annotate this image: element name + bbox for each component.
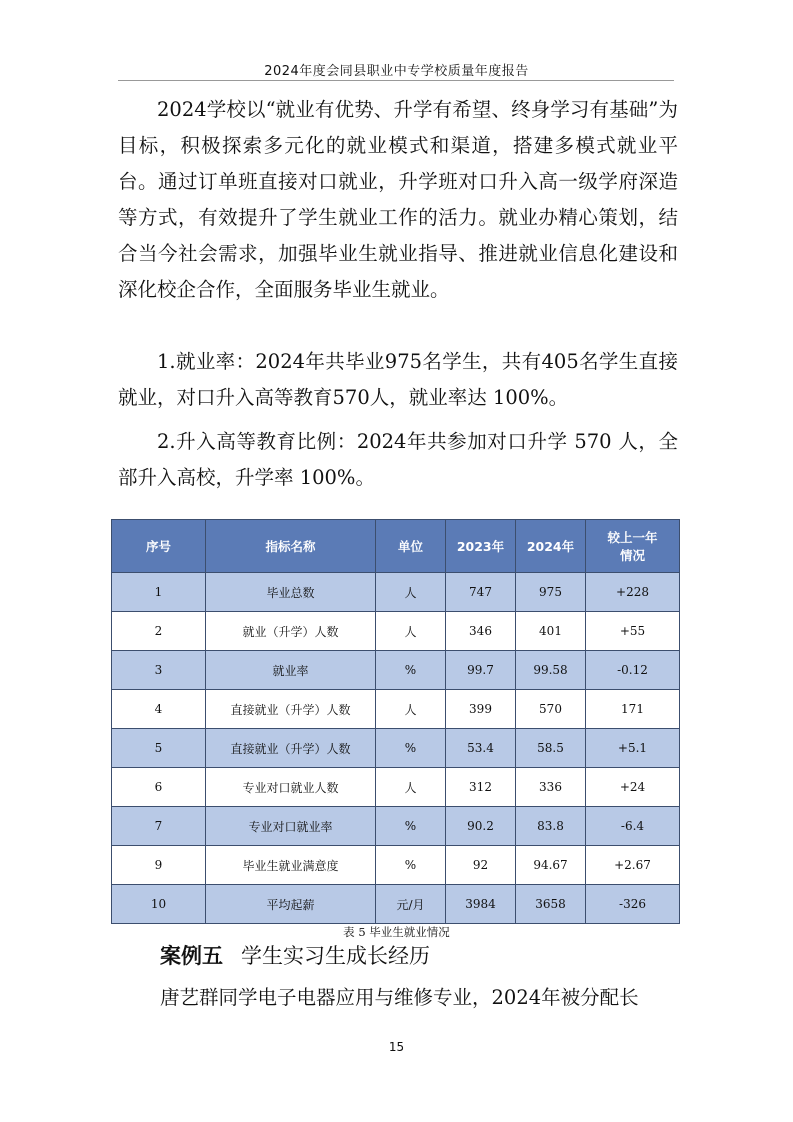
cell-index: 7: [112, 807, 206, 846]
cell-change: +24: [586, 768, 680, 807]
cell-2023: 99.7: [446, 651, 516, 690]
table-row: [112, 807, 680, 846]
cell-change: +55: [586, 612, 680, 651]
intro-paragraph: 2024学校以“就业有优势、升学有希望、终身学习有基础”为目标，积极探索多元化的就业模式和渠道，搭建多模式就业平台。通过订单班直接对口就业，升学班对口升入高一级学府深造等方式，有效提升了学生就业工作的活力。就业办精心策划，结合当今社会需求，加强毕业生就业指导、推进就业信息化建设和深化校企合作，全面服务毕业生就业。: [118, 98, 678, 301]
cell-2024: 83.8: [516, 807, 586, 846]
page-number: 15: [388, 1040, 405, 1054]
table-row: [112, 729, 680, 768]
col-header-index: 序号: [112, 520, 206, 573]
cell-unit: 元/月: [376, 885, 446, 924]
cell-change: -0.12: [586, 651, 680, 690]
cell-change: +5.1: [586, 729, 680, 768]
case-title: 学生实习生成长经历: [241, 944, 430, 968]
cell-indicator: 就业率: [206, 651, 376, 690]
cell-indicator: 直接就业（升学）人数: [206, 729, 376, 768]
cell-change: -326: [586, 885, 680, 924]
col-header-2023: 2023年: [446, 520, 516, 573]
cell-unit: %: [376, 729, 446, 768]
table-header-row: [112, 520, 680, 573]
cell-unit: %: [376, 651, 446, 690]
cell-index: 10: [112, 885, 206, 924]
table-row: [112, 690, 680, 729]
cell-index: 6: [112, 768, 206, 807]
table-row: [112, 846, 680, 885]
cell-2024: 58.5: [516, 729, 586, 768]
cell-indicator: 专业对口就业率: [206, 807, 376, 846]
cell-indicator: 直接就业（升学）人数: [206, 690, 376, 729]
employment-table: [111, 519, 680, 924]
cell-2023: 53.4: [446, 729, 516, 768]
table-row: [112, 885, 680, 924]
header-divider: [118, 80, 674, 81]
cell-unit: %: [376, 807, 446, 846]
col-header-change: 较上一年情况: [586, 520, 680, 573]
cell-unit: 人: [376, 768, 446, 807]
cell-index: 2: [112, 612, 206, 651]
cell-index: 4: [112, 690, 206, 729]
cell-2024: 975: [516, 573, 586, 612]
cell-index: 1: [112, 573, 206, 612]
table-row: [112, 651, 680, 690]
cell-2024: 94.67: [516, 846, 586, 885]
cell-2024: 3658: [516, 885, 586, 924]
cell-indicator: 毕业总数: [206, 573, 376, 612]
cell-2023: 92: [446, 846, 516, 885]
cell-change: +228: [586, 573, 680, 612]
col-header-unit: 单位: [376, 520, 446, 573]
cell-indicator: 毕业生就业满意度: [206, 846, 376, 885]
cell-2024: 401: [516, 612, 586, 651]
cell-unit: 人: [376, 690, 446, 729]
cell-2023: 747: [446, 573, 516, 612]
cell-change: +2.67: [586, 846, 680, 885]
cell-2023: 399: [446, 690, 516, 729]
cell-index: 9: [112, 846, 206, 885]
cell-2024: 99.58: [516, 651, 586, 690]
page-header: 2024年度会同县职业中专学校质量年度报告: [264, 64, 529, 79]
cell-2024: 570: [516, 690, 586, 729]
cell-unit: 人: [376, 573, 446, 612]
table-row: [112, 612, 680, 651]
cell-2023: 346: [446, 612, 516, 651]
cell-change: -6.4: [586, 807, 680, 846]
cell-unit: %: [376, 846, 446, 885]
case-heading: [160, 938, 430, 974]
cell-change: 171: [586, 690, 680, 729]
table-row: [112, 573, 680, 612]
col-header-2024: 2024年: [516, 520, 586, 573]
cell-2023: 312: [446, 768, 516, 807]
cell-indicator: 就业（升学）人数: [206, 612, 376, 651]
table-row: [112, 768, 680, 807]
cell-2023: 90.2: [446, 807, 516, 846]
cell-2023: 3984: [446, 885, 516, 924]
cell-2024: 336: [516, 768, 586, 807]
cell-indicator: 专业对口就业人数: [206, 768, 376, 807]
case-label: 案例五: [160, 944, 223, 968]
cell-unit: 人: [376, 612, 446, 651]
cell-index: 5: [112, 729, 206, 768]
col-header-indicator: 指标名称: [206, 520, 376, 573]
higher-education-paragraph: 2.升入高等教育比例：2024年共参加对口升学 570 人，全部升入高校，升学率 100%。: [118, 430, 678, 489]
employment-rate-paragraph: 1.就业率：2024年共毕业975名学生，共有405名学生直接就业，对口升入高等教育570人，就业率达 100%。: [118, 350, 678, 409]
cell-indicator: 平均起薪: [206, 885, 376, 924]
case-paragraph: 唐艺群同学电子电器应用与维修专业，2024年被分配长: [160, 986, 639, 1009]
table-caption: 表 5 毕业生就业情况: [343, 925, 450, 939]
cell-index: 3: [112, 651, 206, 690]
